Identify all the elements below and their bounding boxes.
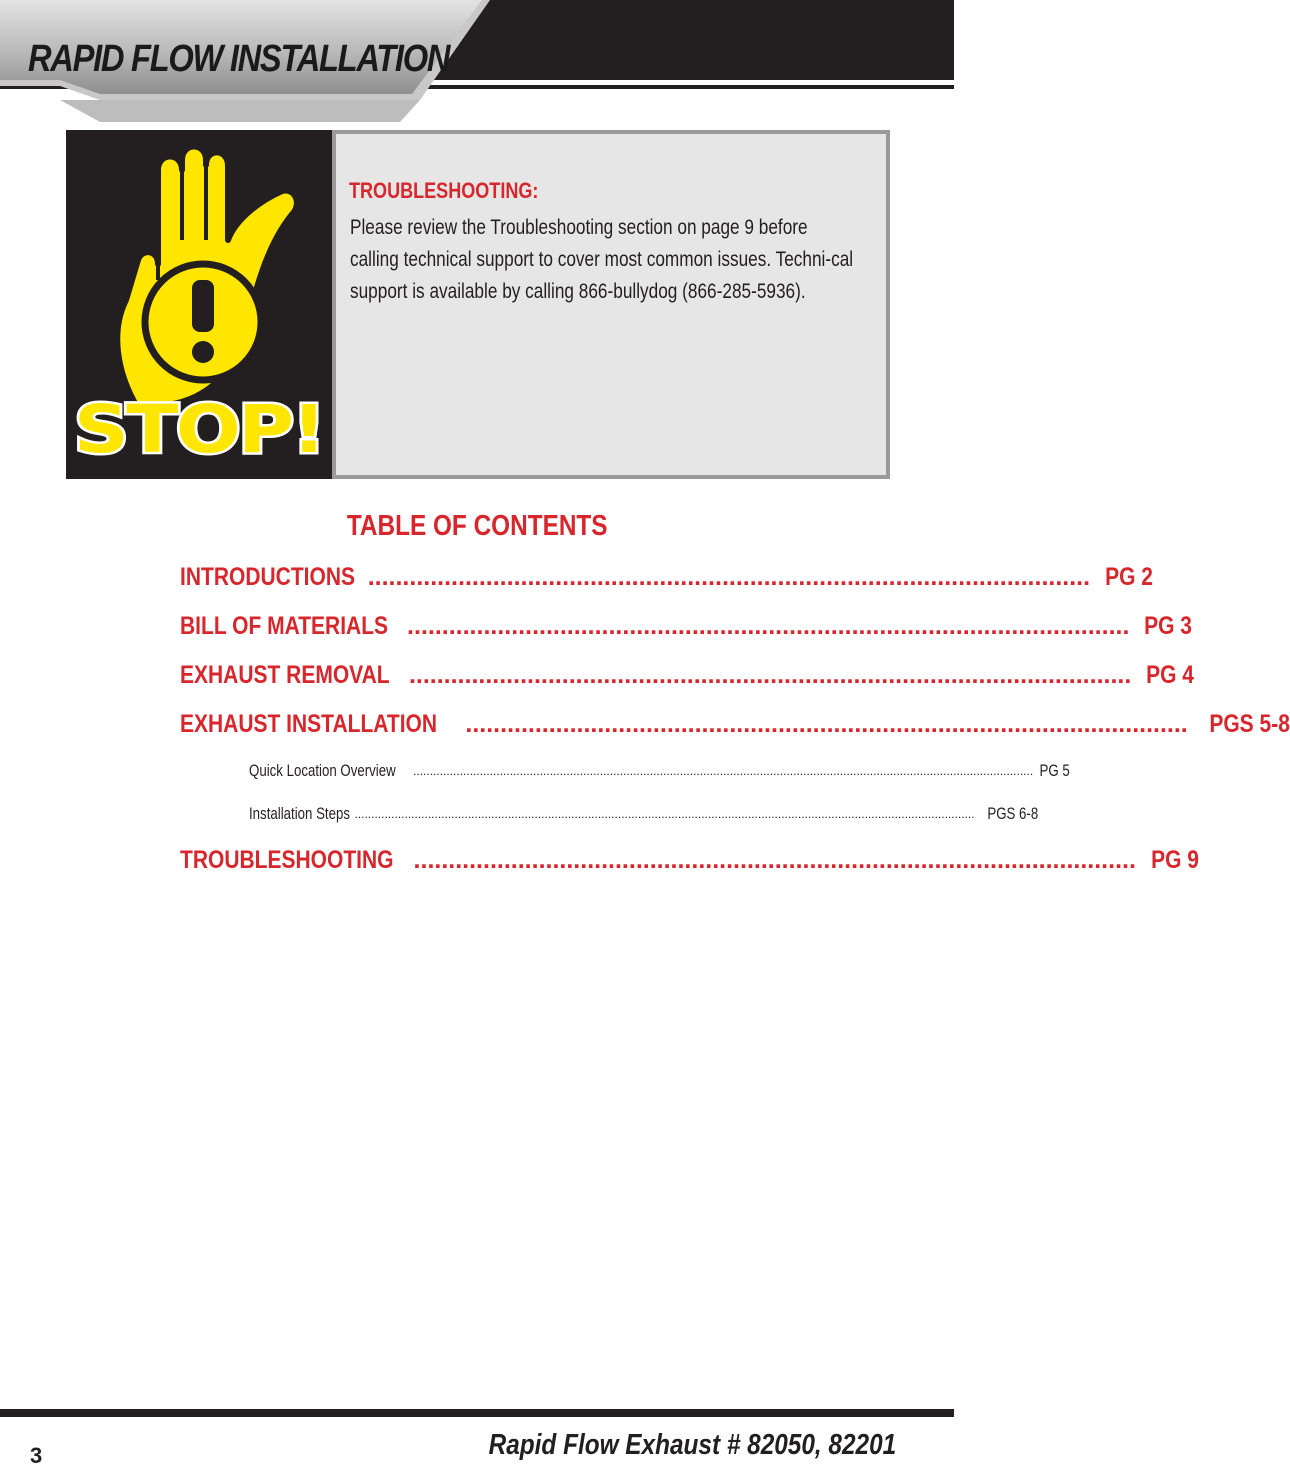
toc-subentry-title: Quick Location Overview — [249, 761, 396, 780]
toc-entry-page: PGS 5-8 — [1209, 710, 1290, 738]
toc-entry-exhaust-removal[interactable] — [180, 656, 1195, 690]
page-title: RAPID FLOW INSTALLATION — [28, 38, 450, 80]
toc-leader-dots: ........................................................................................................ — [407, 612, 1130, 640]
troubleshooting-title: TROUBLESHOOTING: — [349, 178, 539, 203]
stop-sign-panel — [66, 130, 332, 479]
toc-leader-dots: .......................................................................................................................................................................................... — [354, 807, 975, 821]
toc-entry-exhaust-installation[interactable] — [180, 705, 1290, 739]
troubleshooting-text: Please review the Troubleshooting section on page 9 before calling technical support to cover most common issues. Techni-cal support is available by calling 866-bullydog (866-285-5936). — [350, 216, 854, 303]
toc-subentry-page: PGS 6-8 — [986, 804, 1038, 823]
troubleshooting-panel — [332, 130, 890, 479]
toc-leader-dots: ........................................................................................................ — [413, 846, 1136, 874]
toc-entry-troubleshooting[interactable] — [180, 841, 1199, 875]
toc-leader-dots: ........................................................................................................ — [465, 710, 1188, 738]
toc-leader-dots: ........................................................................................................ — [367, 563, 1091, 591]
toc-subentry-page: PG 5 — [1039, 761, 1070, 780]
stop-hand-icon — [66, 130, 332, 479]
page-number: 3 — [30, 1443, 43, 1468]
toc-heading — [0, 510, 954, 543]
toc-subentry-quick-location-overview[interactable] — [249, 755, 1070, 781]
toc-entry-page: PG 2 — [1105, 563, 1154, 591]
toc-heading-text: TABLE OF CONTENTS — [346, 510, 608, 542]
toc-subentry-installation-steps[interactable] — [249, 798, 1038, 824]
toc-entry-bill-of-materials[interactable] — [180, 607, 1193, 641]
toc-subentry-title: Installation Steps — [249, 804, 350, 823]
toc-leader-dots: .......................................................................................................................................................................................... — [413, 764, 1034, 778]
toc-entry-introductions[interactable] — [180, 558, 1154, 592]
footer-rule — [0, 1409, 954, 1417]
toc-leader-dots: ........................................................................................................ — [408, 661, 1132, 689]
stop-text: STOP! — [74, 391, 324, 468]
toc-entry-title: INTRODUCTIONS — [180, 563, 355, 591]
page-header — [0, 0, 954, 125]
toc-entry-title: BILL OF MATERIALS — [180, 612, 389, 640]
toc-entry-title: EXHAUST REMOVAL — [180, 661, 390, 689]
troubleshooting-callout — [66, 130, 890, 479]
toc-entry-title: EXHAUST INSTALLATION — [180, 710, 438, 738]
toc-entry-page: PG 9 — [1151, 846, 1199, 874]
toc-entry-title: TROUBLESHOOTING — [180, 846, 394, 874]
toc-entry-page: PG 4 — [1146, 661, 1195, 689]
toc-entry-page: PG 3 — [1144, 612, 1193, 640]
page-footer — [0, 1409, 954, 1475]
footer-product-title: Rapid Flow Exhaust # 82050, 82201 — [488, 1429, 896, 1461]
